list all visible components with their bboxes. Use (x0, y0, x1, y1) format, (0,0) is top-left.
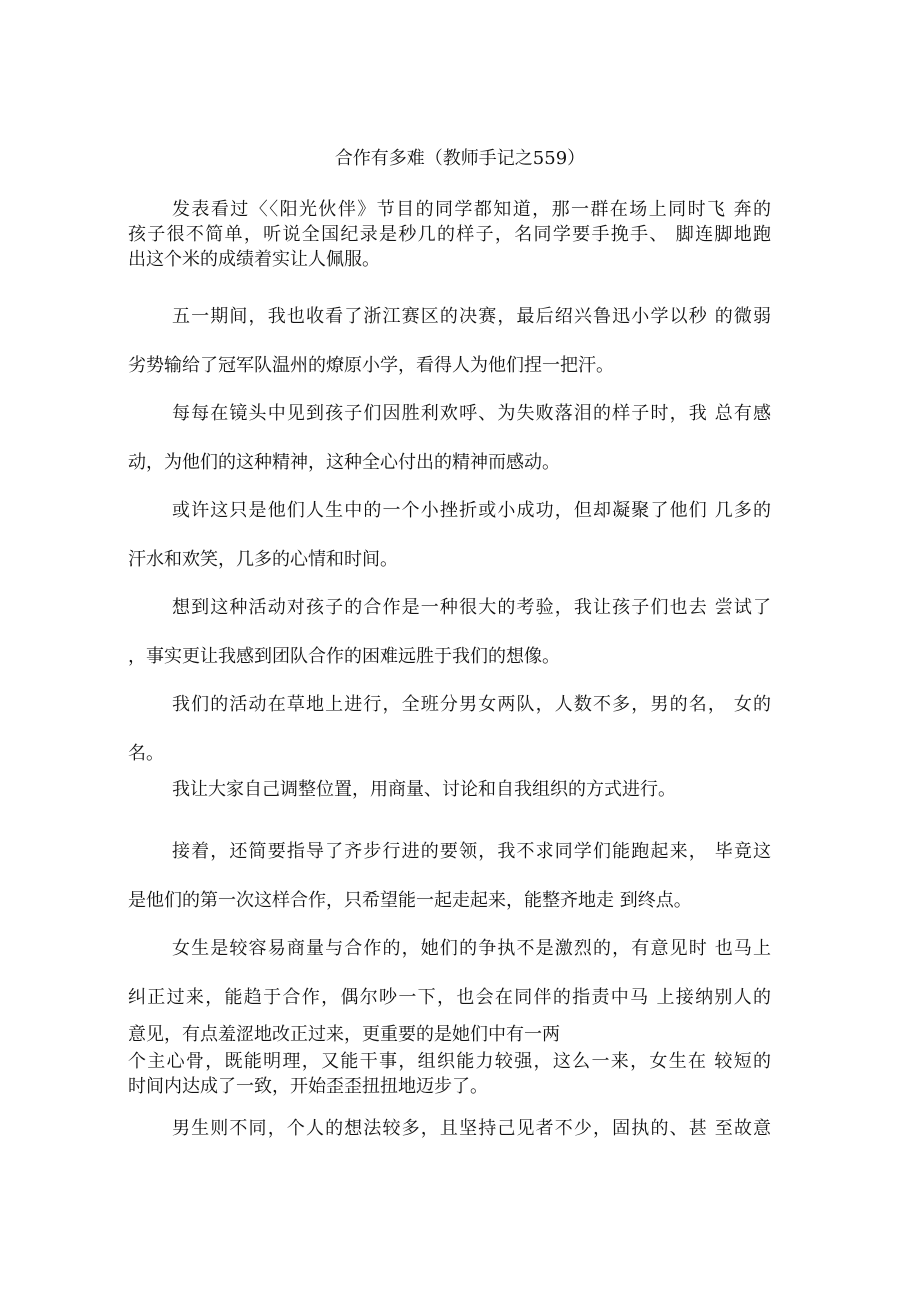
paragraph-line: 发表看过〈〈阳光伙伴》节目的同学都知道，那一群在场上同时飞 奔的 (172, 199, 771, 220)
paragraph-10 (128, 1116, 771, 1142)
paragraph-line: ，事实更让我感到团队合作的困难远胜于我们的想像。 (128, 646, 560, 667)
paragraph-8 (128, 827, 771, 925)
paragraph-6 (128, 680, 771, 778)
paragraph-line: 汗水和欢笑，几多的心情和时间。 (128, 549, 398, 570)
paragraph-line: 是他们的第一次这样合作，只希望能一起走起来，能整齐地走 到终点。 (128, 890, 692, 911)
paragraph-line: 男生则不同，个人的想法较多，且坚持己见者不少，固执的、甚 至故意 (172, 1118, 771, 1139)
paragraph-5 (128, 583, 771, 681)
paragraph-4 (128, 486, 771, 584)
paragraph-3 (128, 389, 771, 487)
paragraph-line: 出这个米的成绩着实让人佩服。 (128, 249, 380, 270)
paragraph-line: 我们的活动在草地上进行，全班分男女两队，人数不多，男的名， 女的 (172, 694, 771, 715)
paragraph-line: 名。 (128, 743, 164, 764)
paragraph-2 (128, 292, 771, 390)
paragraph-line: 每每在镜头中见到孩子们因胜利欢呼、为失败落泪的样子时，我 总有感 (172, 403, 771, 424)
paragraph-line: 动，为他们的这种精神，这种全心付出的精神而感动。 (128, 452, 560, 473)
paragraph-line: 五一期间，我也收看了浙江赛区的决赛，最后绍兴鲁迅小学以秒 的微弱 (172, 306, 771, 327)
title-text: 合作有多难（教师手记之559） (334, 148, 586, 169)
paragraph-line: 想到这种活动对孩子的合作是一种很大的考验，我让孩子们也去 尝试了 (172, 597, 771, 618)
page-title (0, 146, 920, 172)
paragraph-line: 孩子很不简单，听说全国纪录是秒几的样子，名同学要手挽手、 脚连脚地跑 (128, 224, 771, 245)
paragraph-line: 劣势输给了冠军队温州的燎原小学，看得人为他们捏一把汗。 (128, 355, 614, 376)
paragraph-line: 或许这只是他们人生中的一个小挫折或小成功，但却凝聚了他们 几多的 (172, 500, 771, 521)
paragraph-line: 意见，有点羞涩地改正过来，更重要的是她们中有一两 (128, 1024, 560, 1045)
paragraph-line: 纠正过来，能趋于合作，偶尔吵一下，也会在同伴的指责中马 上接纳别人的 (128, 987, 771, 1008)
paragraph-line: 我让大家自己调整位置，用商量、讨论和自我组织的方式进行。 (172, 779, 676, 800)
paragraph-line: 个主心骨，既能明理，又能干事，组织能力较强，这么一来，女生在 较短的 (128, 1051, 771, 1072)
paragraph-line: 接着，还简要指导了齐步行进的要领，我不求同学们能跑起来， 毕竟这 (172, 841, 771, 862)
paragraph-7 (128, 777, 771, 803)
paragraph-line: 时间内达成了一致，开始歪歪扭扭地迈步了。 (128, 1076, 488, 1097)
paragraph-9 (128, 924, 771, 1099)
paragraph-1 (128, 197, 771, 272)
paragraph-line: 女生是较容易商量与合作的，她们的争执不是激烈的，有意见时 也马上 (172, 938, 771, 959)
